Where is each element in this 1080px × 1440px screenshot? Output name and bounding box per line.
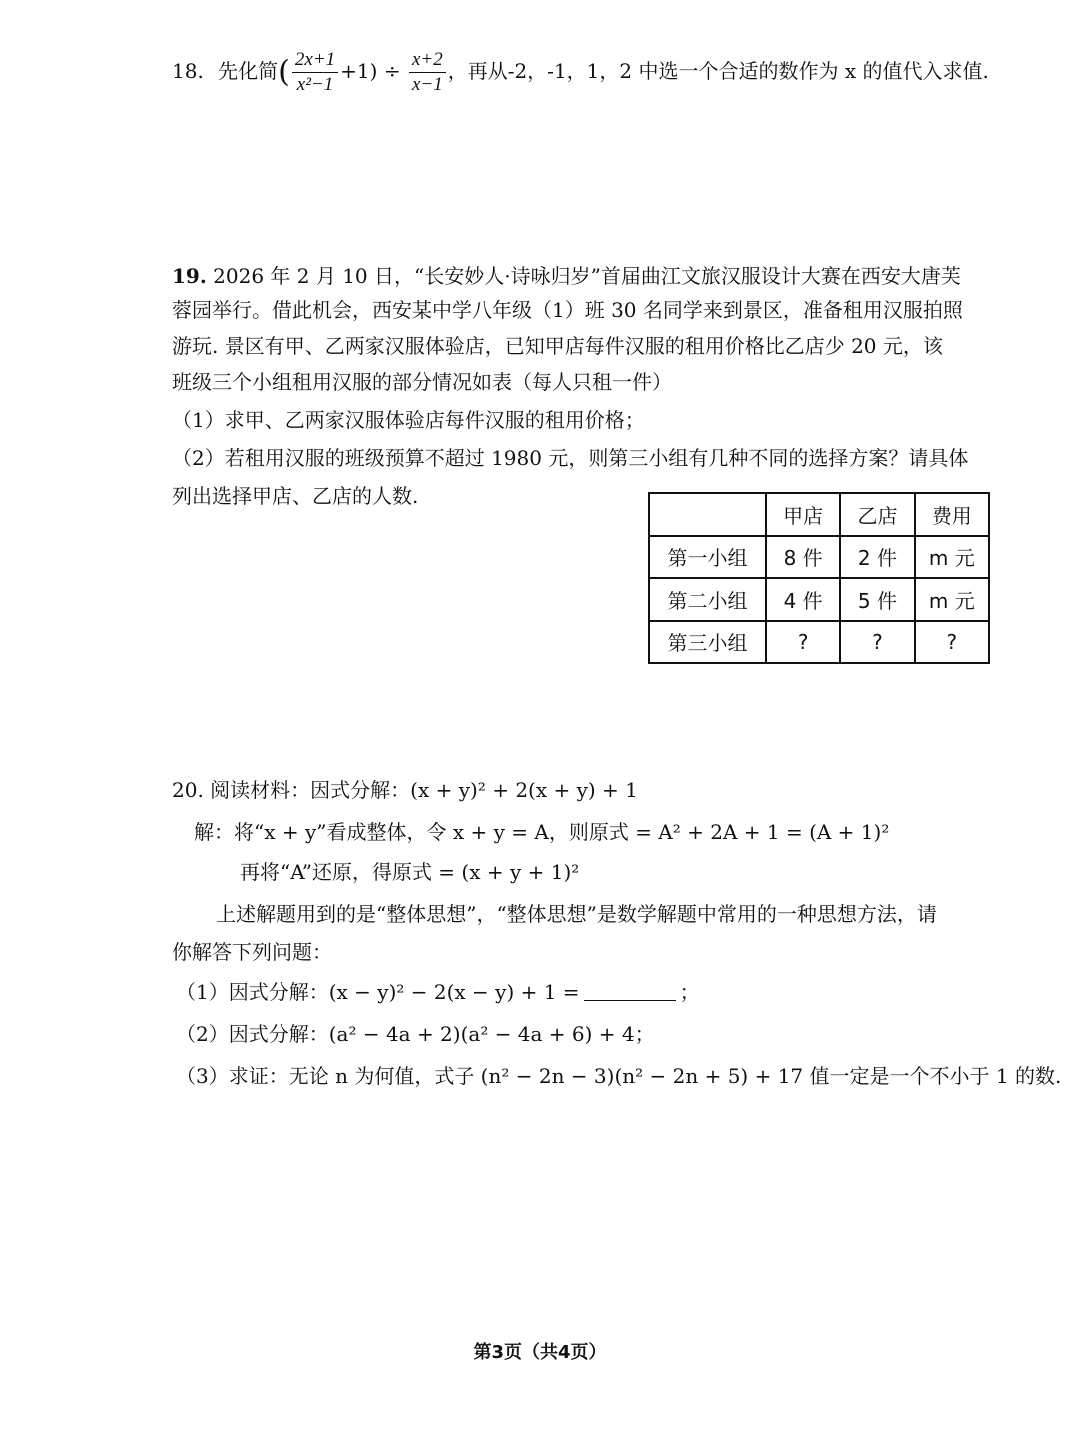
q18-plus-one: +1) — [340, 59, 378, 83]
table-header-row — [649, 493, 989, 536]
q20-part-1-text: （1）因式分解：(x − y)² − 2(x − y) + 1 = — [176, 980, 580, 1004]
table-row — [649, 621, 989, 664]
answer-blank[interactable] — [584, 980, 676, 1001]
table-header-cell: 甲店 — [766, 493, 840, 536]
table-cell: 4 件 — [766, 578, 840, 621]
q18-frac1-numerator: 2x+1 — [292, 48, 338, 73]
table-row — [649, 536, 989, 579]
q18-lead: 先化简 — [218, 59, 279, 83]
table-cell: ? — [840, 621, 914, 664]
q20-number: 20. — [172, 778, 204, 802]
q20-title: 阅读材料：因式分解：(x + y)² + 2(x + y) + 1 — [210, 778, 638, 802]
q19-sub-1: （1）求甲、乙两家汉服体验店每件汉服的租用价格； — [172, 408, 645, 432]
table-cell: 5 件 — [840, 578, 914, 621]
q19-sub-2: （2）若租用汉服的班级预算不超过 1980 元，则第三小组有几种不同的选择方案？请具体 — [172, 446, 969, 470]
q19-text-1: 2026 年 2 月 10 日，“长安妙人·诗咏归岁”首届曲江文旅汉服设计大赛在西安大唐芙 — [213, 264, 961, 288]
page-footer: 第3页（共4页） — [473, 1342, 607, 1363]
table-cell: ? — [766, 621, 840, 664]
q20-part-1 — [176, 978, 700, 1006]
q19-line-2: 蓉园举行。借此机会，西安某中学八年级（1）班 30 名同学来到景区，准备租用汉服拍照 — [172, 298, 963, 322]
q18-fraction-2 — [409, 48, 446, 97]
q20-part-1-tail: ； — [679, 980, 700, 1004]
q18-frac2-numerator: x+2 — [409, 48, 446, 73]
table-cell: 第一小组 — [649, 536, 766, 579]
q19-line-3: 游玩. 景区有甲、乙两家汉服体验店，已知甲店每件汉服的租用价格比乙店少 20 元，该 — [172, 334, 943, 358]
q18-number: 18. — [172, 59, 204, 83]
q19-sub-2b: 列出选择甲店、乙店的人数. — [172, 484, 419, 508]
q20-solution-2: 再将“A”还原，得原式 = (x + y + 1)² — [240, 860, 580, 884]
table-cell: 第三小组 — [649, 621, 766, 664]
q20-paragraph-1: 上述解题用到的是“整体思想”，“整体思想”是数学解题中常用的一种思想方法，请 — [216, 902, 937, 926]
q19-number: 19. — [172, 264, 207, 288]
table-cell: m 元 — [915, 536, 989, 579]
q20-paragraph-2: 你解答下列问题： — [172, 940, 332, 964]
table-cell: 8 件 — [766, 536, 840, 579]
table-cell: ? — [915, 621, 989, 664]
table-header-cell: 乙店 — [840, 493, 914, 536]
q19-line-4: 班级三个小组租用汉服的部分情况如表（每人只租一件） — [172, 370, 672, 394]
q18-fraction-1 — [292, 48, 338, 97]
q18-frac2-denominator: x−1 — [411, 74, 443, 95]
q18-frac1-denominator: x²−1 — [296, 74, 334, 95]
table-header-cell — [649, 493, 766, 536]
q20-part-2: （2）因式分解：(a² − 4a + 2)(a² − 4a + 6) + 4； — [176, 1022, 655, 1046]
table-cell: 2 件 — [840, 536, 914, 579]
rental-table — [648, 492, 990, 664]
table-cell: m 元 — [915, 578, 989, 621]
table-cell: 第二小组 — [649, 578, 766, 621]
q18: 18. 先化简( $\frac{2x+1}{\text{x²−1}}$ +1) ÷ $\frac{x+2}{x-1}$ ，再从-2，-1，1，2 中选一个合适的数作为 x 的值代入求值. — [172, 49, 989, 95]
table-row — [649, 578, 989, 621]
q18-divide: ÷ — [383, 59, 401, 83]
q20-solution-1: 解：将“x + y”看成整体，令 x + y = A，则原式 = A² + 2A + 1 = (A + 1)² — [194, 820, 890, 844]
q20-part-3: （3）求证：无论 n 为何值，式子 (n² − 2n − 3)(n² − 2n + 5) + 17 值一定是一个不小于 1 的数. — [176, 1064, 1062, 1088]
table-header-cell: 费用 — [915, 493, 989, 536]
q19-line-1 — [172, 262, 961, 290]
q20-title-line — [172, 776, 638, 804]
q18-tail: ，再从-2，-1，1，2 中选一个合适的数作为 x 的值代入求值. — [447, 59, 989, 83]
